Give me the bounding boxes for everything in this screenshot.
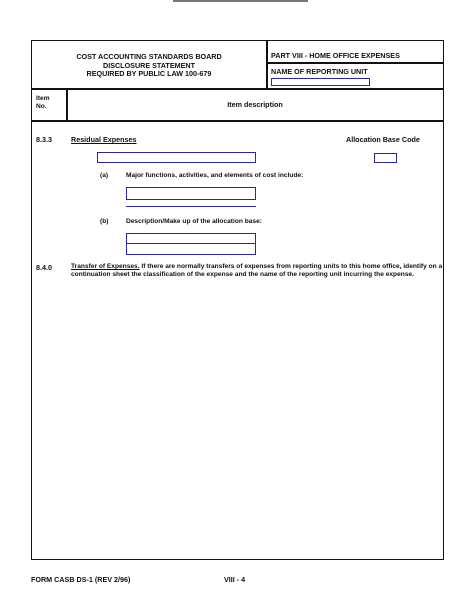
- item-833b-text: Description/Make up of the allocation base:: [126, 218, 262, 225]
- reporting-unit-label: NAME OF REPORTING UNIT: [271, 67, 368, 76]
- item-no-header: [36, 95, 50, 111]
- item-833a-text: Major functions, activities, and elements of cost include:: [126, 172, 304, 179]
- allocation-base-code-label: Allocation Base Code: [346, 135, 420, 144]
- item-840-title: Transfer of Expenses.: [71, 263, 140, 270]
- item-833-number: 8.3.3: [36, 135, 52, 144]
- item-no-line1: Item: [36, 95, 50, 102]
- residual-expenses-field[interactable]: [97, 152, 256, 163]
- item-833b-label: (b): [100, 218, 109, 225]
- item-833a-field[interactable]: [126, 187, 256, 200]
- item-no-line2: No.: [36, 103, 47, 110]
- law-line: REQUIRED BY PUBLIC LAW 100-679: [86, 69, 212, 79]
- form-frame: [31, 40, 444, 560]
- form-id: FORM CASB DS-1 (REV 2/96): [31, 575, 131, 584]
- item-833-title: Residual Expenses: [71, 135, 137, 144]
- board-title: COST ACCOUNTING STANDARDS BOARD: [76, 52, 222, 61]
- page-number: VIII - 4: [224, 575, 246, 584]
- header-left: [33, 53, 265, 79]
- item-833b-midline: [126, 243, 256, 244]
- column-header-rule: [31, 120, 444, 122]
- header-bottom-rule: [31, 88, 444, 90]
- item-840-text: If there are normally transfers of expenses from reporting units to this home office, identify on a continuation sheet the classification of the expense and the name of the reporting unit incurring the expense.: [71, 263, 443, 278]
- reporting-unit-field[interactable]: [271, 78, 370, 86]
- item-840-body: [71, 263, 443, 279]
- item-840-number: 8.4.0: [36, 263, 52, 272]
- scan-edge-mark: [173, 0, 308, 2]
- item-833a-label: (a): [100, 172, 109, 179]
- item-description-header: Item description: [227, 100, 283, 109]
- statement-title: DISCLOSURE STATEMENT: [103, 60, 195, 70]
- item-833a-underline: [126, 206, 256, 207]
- part-title: PART VIII - HOME OFFICE EXPENSES: [271, 51, 400, 60]
- allocation-base-code-field[interactable]: [374, 153, 397, 163]
- part-title-rule: [266, 62, 444, 64]
- header-divider: [266, 40, 268, 88]
